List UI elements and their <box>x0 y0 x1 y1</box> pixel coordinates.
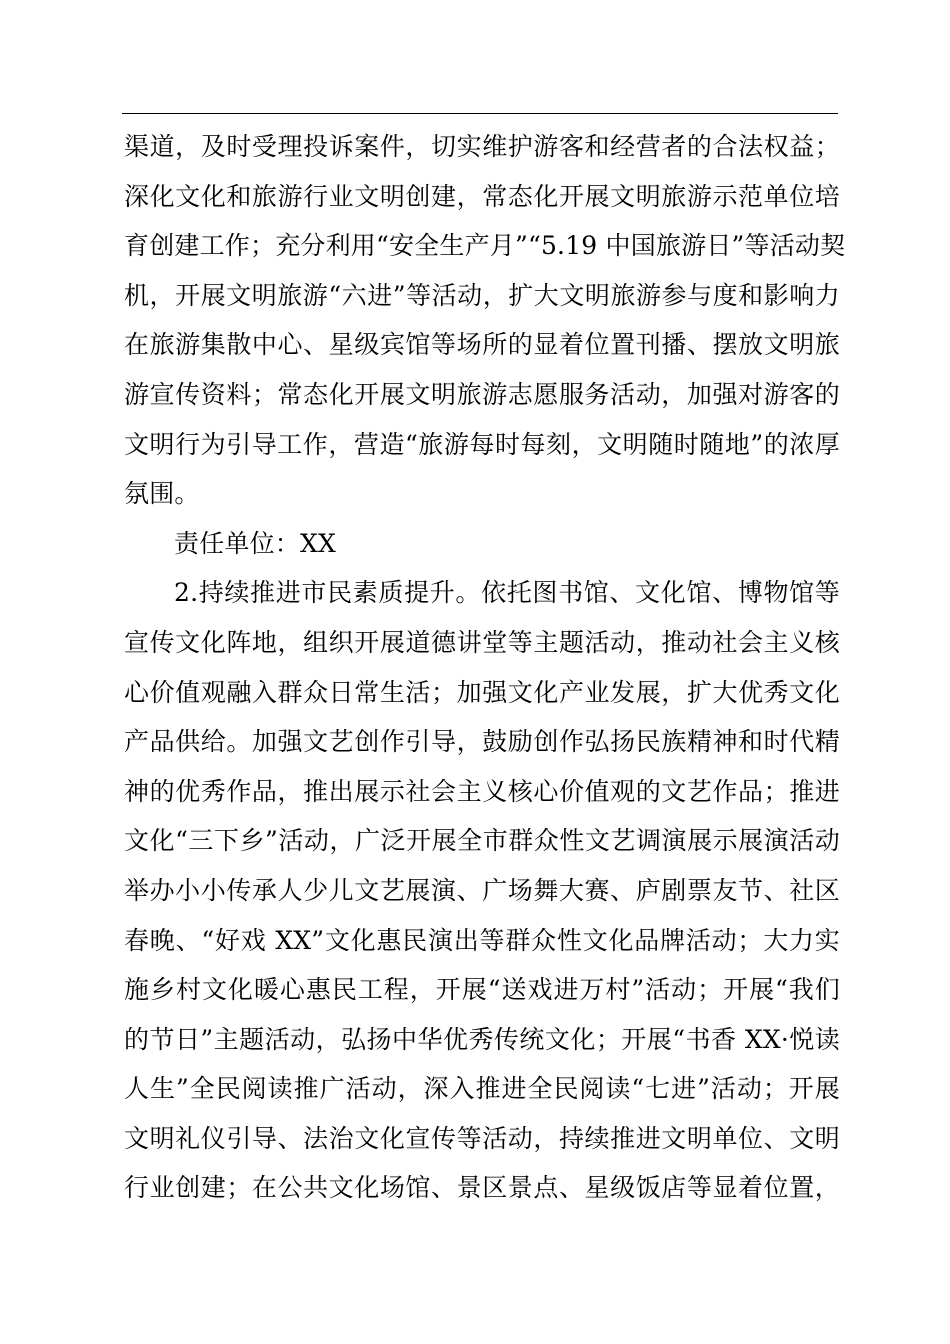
text-line: 氛围。 <box>124 479 200 509</box>
text-line: 举办小小传承人少儿文艺展演、广场舞大赛、庐剧票友节、社区 <box>124 875 840 905</box>
text-line: 文明行为引导工作，营造“旅游每时每刻，文明随时随地”的浓厚 <box>124 429 840 459</box>
text-line: 行业创建；在公共文化场馆、景区景点、星级饭店等显着位置， <box>124 1173 840 1203</box>
text-line: 产品供给。加强文艺创作引导，鼓励创作弘扬民族精神和时代精 <box>124 727 840 757</box>
document-body <box>124 122 846 1213</box>
text-line: 在旅游集散中心、星级宾馆等场所的显着位置刊播、摆放文明旅 <box>124 330 840 360</box>
text-line: 深化文化和旅游行业文明创建，常态化开展文明旅游示范单位培 <box>124 181 840 211</box>
text-line: 文明礼仪引导、法治文化宣传等活动，持续推进文明单位、文明 <box>124 1123 840 1153</box>
text-line: 游宣传资料；常态化开展文明旅游志愿服务活动，加强对游客的 <box>124 379 840 409</box>
text-line: 人生”全民阅读推广活动，深入推进全民阅读“七进”活动；开展 <box>124 1074 840 1104</box>
section-heading-line: 2.持续推进市民素质提升。依托图书馆、文化馆、博物馆等 <box>174 578 840 608</box>
text-line: 的节日”主题活动，弘扬中华优秀传统文化；开展“书香 XX·悦读 <box>124 1024 840 1054</box>
text-line: 机，开展文明旅游“六进”等活动，扩大文明旅游参与度和影响力 <box>124 280 840 310</box>
text-line: 渠道，及时受理投诉案件，切实维护游客和经营者的合法权益； <box>124 132 840 161</box>
text-line: 神的优秀作品，推出展示社会主义核心价值观的文艺作品；推进 <box>124 776 840 806</box>
text-line: 育创建工作；充分利用“安全生产月”“5.19 中国旅游日”等活动契 <box>124 231 846 261</box>
text-line: 施乡村文化暖心惠民工程，开展“送戏进万村”活动；开展“我们 <box>124 975 840 1005</box>
text-line: 文化“三下乡”活动，广泛开展全市群众性文艺调演展示展演活动 <box>124 826 840 856</box>
text-line: 春晚、“好戏 XX”文化惠民演出等群众性文化品牌活动；大力实 <box>124 925 840 955</box>
text-line: 宣传文化阵地，组织开展道德讲堂等主题活动，推动社会主义核 <box>124 627 840 657</box>
header-rule <box>122 113 838 114</box>
responsible-unit: 责任单位：XX <box>174 528 336 558</box>
text-line: 心价值观融入群众日常生活；加强文化产业发展，扩大优秀文化 <box>124 677 840 707</box>
